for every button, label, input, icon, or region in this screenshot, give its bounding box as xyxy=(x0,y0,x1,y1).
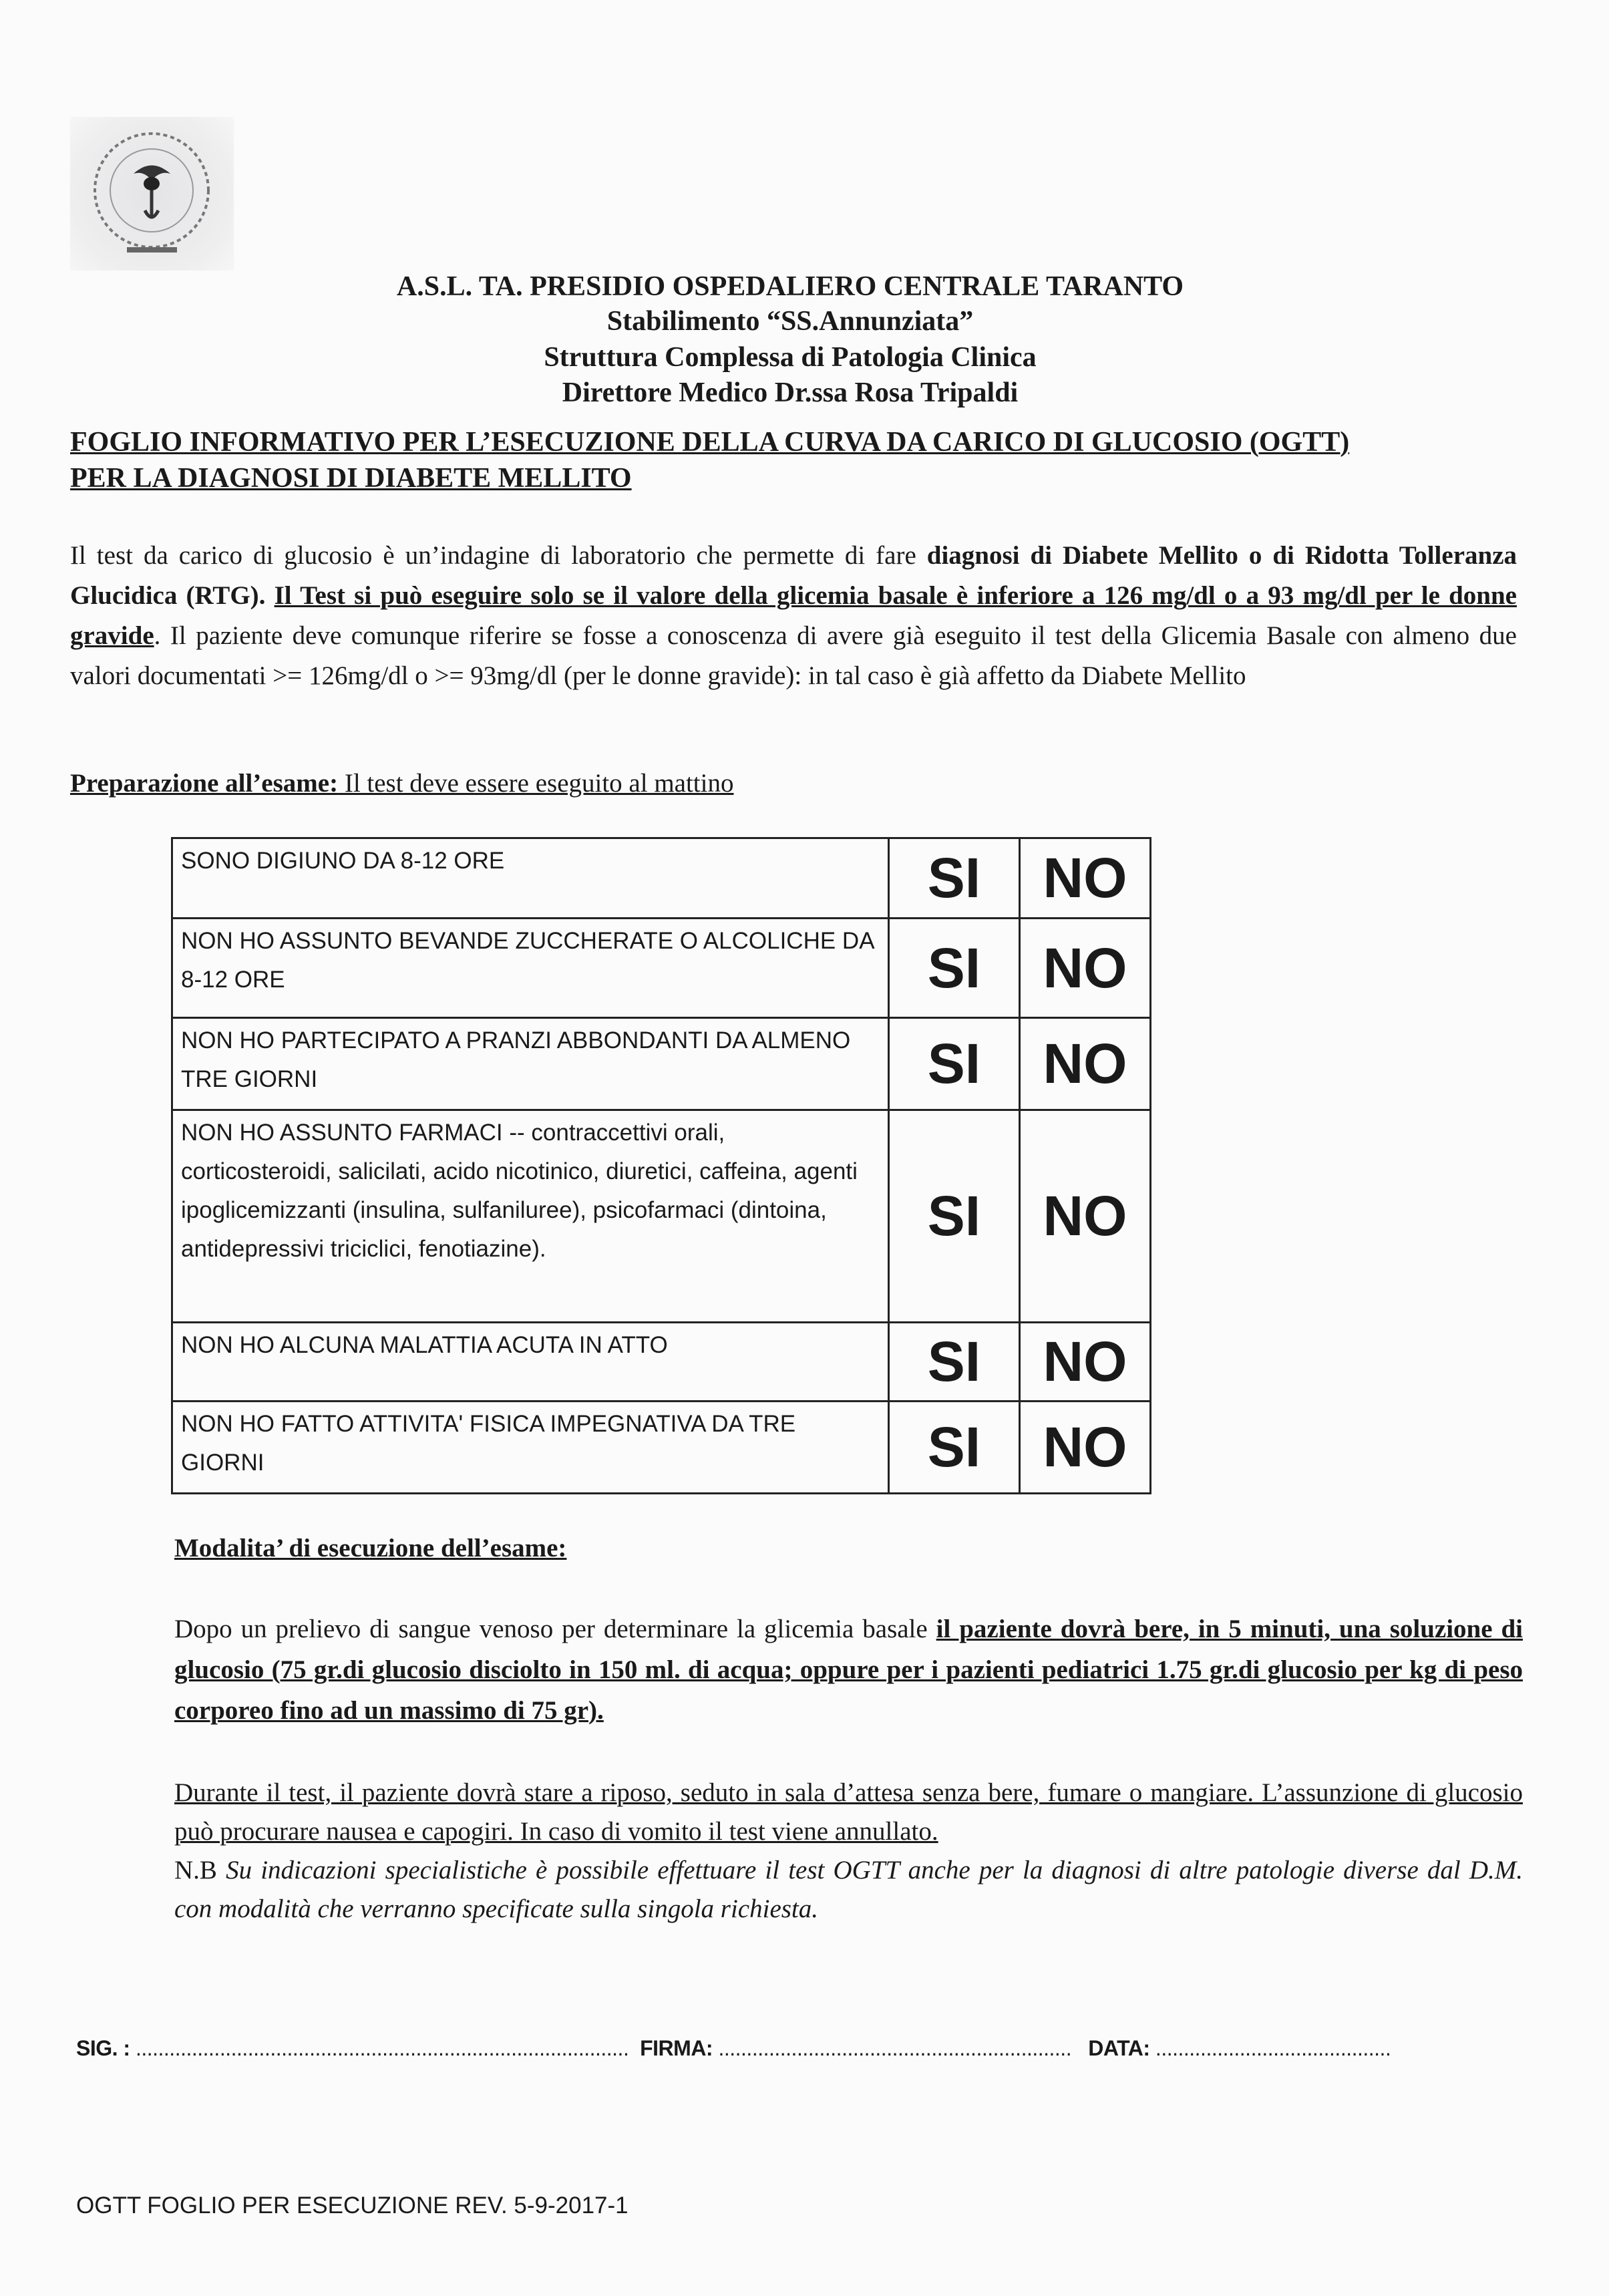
header-line-asl: A.S.L. TA. PRESIDIO OSPEDALIERO CENTRALE TARANTO xyxy=(396,271,1184,302)
checklist-row xyxy=(172,1110,1151,1323)
intro-diagnosis: diagnosi di Diabete Mellito o di Ridotta Tolleranza Glucidica (RTG). xyxy=(70,541,1517,610)
asl-seal-icon xyxy=(70,117,234,271)
intro-space xyxy=(265,581,274,610)
yes-option[interactable]: SI xyxy=(888,1018,1019,1110)
modality-heading: Modalita’ di esecuzione dell’esame: xyxy=(174,1534,567,1563)
intro-paragraph xyxy=(70,536,1517,696)
nb-label: N.B xyxy=(174,1856,226,1884)
preparation-line xyxy=(70,768,733,798)
checklist-question: NON HO PARTECIPATO A PRANZI ABBONDANTI DA ALMENO TRE GIORNI xyxy=(172,1018,889,1110)
signature-line xyxy=(76,2036,1391,2061)
checklist-question: NON HO FATTO ATTIVITA' FISICA IMPEGNATIVA DA TRE GIORNI xyxy=(172,1402,889,1494)
modality-text: Dopo un prelievo di sangue venoso per determinare la glicemia basale xyxy=(174,1615,936,1643)
modality-paragraph xyxy=(174,1609,1523,1731)
no-option[interactable]: NO xyxy=(1019,919,1150,1018)
header-line-stabilimento: Stabilimento “SS.Annunziata” xyxy=(606,306,974,337)
sig-label: SIG. : xyxy=(76,2036,130,2060)
no-option[interactable]: NO xyxy=(1019,1110,1150,1323)
firma-label: FIRMA: xyxy=(640,2036,713,2060)
checklist-question: SONO DIGIUNO DA 8-12 ORE xyxy=(172,838,889,919)
checklist-table xyxy=(171,837,1151,1494)
yes-option[interactable]: SI xyxy=(888,1110,1019,1323)
nb-text: Su indicazioni specialistiche è possibile effettuare il test OGTT anche per la diagnosi di altre patologie diverse dal D.M. con modalità che verranno specificate sulla singola richiesta. xyxy=(174,1856,1523,1923)
intro-note: . Il paziente deve comunque riferire se fosse a conoscenza di avere già eseguito il test della Glicemia Basale con almeno due valori documentati >= 126mg/dl o >= 93mg/dl (per le donne gravide): in tal caso è già affetto da Diabete Mellito xyxy=(70,621,1517,690)
checklist-row xyxy=(172,1402,1151,1494)
checklist-row xyxy=(172,838,1151,919)
checklist-row xyxy=(172,1323,1151,1402)
yes-option[interactable]: SI xyxy=(888,1323,1019,1402)
yes-option[interactable]: SI xyxy=(888,919,1019,1018)
preparation-label: Preparazione all’esame: xyxy=(70,769,339,798)
checklist-question: NON HO ALCUNA MALATTIA ACUTA IN ATTO xyxy=(172,1323,889,1402)
no-option[interactable]: NO xyxy=(1019,838,1150,919)
data-field[interactable]: .......................................... xyxy=(1155,2036,1391,2060)
sig-field[interactable]: ........................................................................................ xyxy=(135,2036,629,2060)
document-title-line1: FOGLIO INFORMATIVO PER L’ESECUZIONE DELLA CURVA DA CARICO DI GLUCOSIO (OGTT) xyxy=(70,427,1350,458)
yes-option[interactable]: SI xyxy=(888,838,1019,919)
no-option[interactable]: NO xyxy=(1019,1323,1150,1402)
document-title-line2: PER LA DIAGNOSI DI DIABETE MELLITO xyxy=(70,463,632,494)
checklist-question: NON HO ASSUNTO FARMACI -- contraccettivi orali, corticosteroidi, salicilati, acido nicotinico, diuretici, caffeina, agenti ipoglicemizzanti (insulina, sulfaniluree), psicofarmaci (dintoina, antidepressivi triciclici, fenotiazine). xyxy=(172,1110,889,1323)
intro-requirement: Il Test si può eseguire solo se il valore della glicemia basale è inferiore a 126 mg/dl o a 93 mg/dl per le donne gravide xyxy=(70,581,1517,650)
no-option[interactable]: NO xyxy=(1019,1402,1150,1494)
during-test-paragraph xyxy=(174,1774,1523,1929)
footer-revision: OGTT FOGLIO PER ESECUZIONE REV. 5-9-2017-1 xyxy=(76,2192,629,2219)
data-label: DATA: xyxy=(1088,2036,1150,2060)
yes-option[interactable]: SI xyxy=(888,1402,1019,1494)
modality-instructions: il paziente dovrà bere, in 5 minuti, una soluzione di glucosio (75 gr.di glucosio disciolto in 150 ml. di acqua; oppure per i pazienti pediatrici 1.75 gr.di glucosio per kg di peso corporeo fino ad un massimo di 75 gr). xyxy=(174,1615,1523,1725)
header-line-direttore: Direttore Medico Dr.ssa Rosa Tripaldi xyxy=(562,377,1019,408)
firma-field[interactable]: ............................................................... xyxy=(718,2036,1072,2060)
no-option[interactable]: NO xyxy=(1019,1018,1150,1110)
checklist-question: NON HO ASSUNTO BEVANDE ZUCCHERATE O ALCOLICHE DA 8-12 ORE xyxy=(172,919,889,1018)
preparation-text: Il test deve essere eseguito al mattino xyxy=(338,769,734,798)
asl-logo xyxy=(70,117,234,271)
checklist-row xyxy=(172,919,1151,1018)
intro-text: Il test da carico di glucosio è un’indagine di laboratorio che permette di fare xyxy=(70,541,927,570)
header-line-struttura: Struttura Complessa di Patologia Clinica xyxy=(544,342,1037,373)
during-test-text: Durante il test, il paziente dovrà stare a riposo, seduto in sala d’attesa senza bere, fumare o mangiare. L’assunzione di glucosio può procurare nausea e capogiri. In caso di vomito il test viene annullato. xyxy=(174,1778,1523,1846)
checklist-row xyxy=(172,1018,1151,1110)
